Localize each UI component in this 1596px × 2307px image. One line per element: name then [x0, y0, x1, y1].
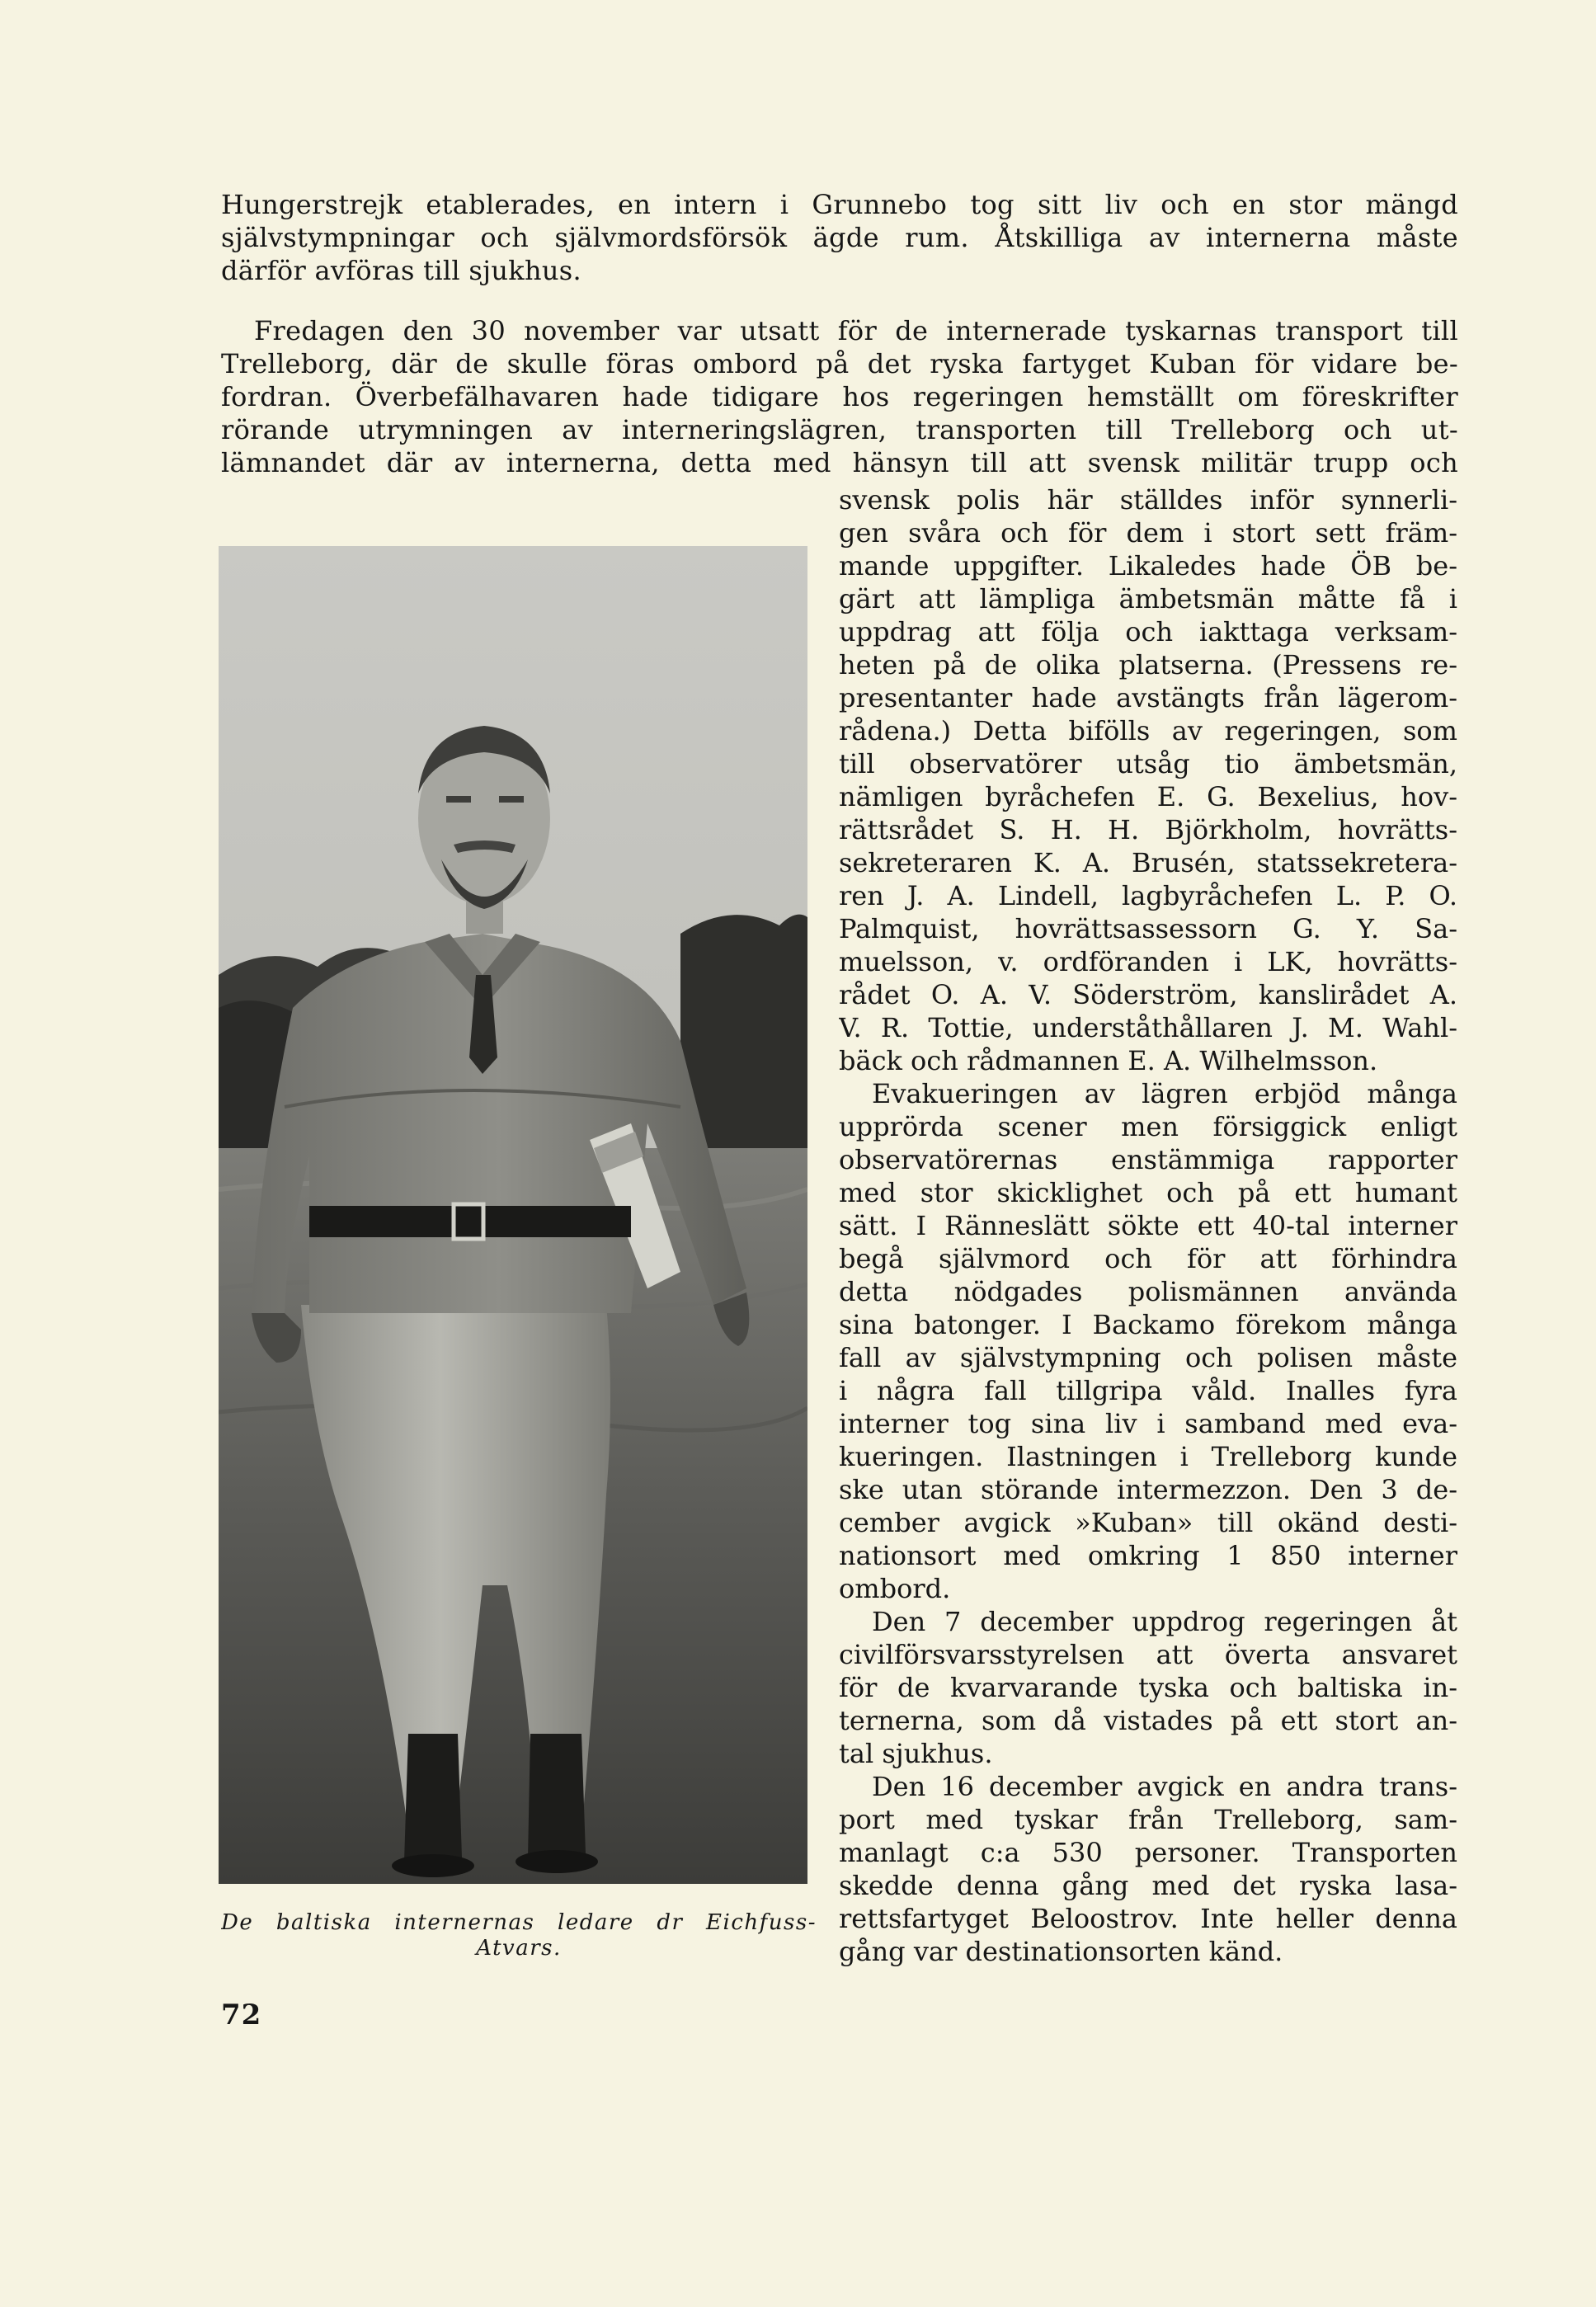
right-column-line: nämligen byråchefen E. G. Bexelius, hov- — [839, 781, 1457, 812]
right-column-line: till observatörer utsåg tio ämbetsmän, — [839, 748, 1457, 779]
right-column-line: rådena.) Detta bifölls av regeringen, som — [839, 715, 1457, 746]
portrait-photo-illustration — [219, 546, 807, 1884]
paragraph-2-line: Trelleborg, där de skulle föras ombord på det ryska fartyget Kuban för vidare be- — [221, 348, 1458, 379]
right-column-line: sekreteraren K. A. Brusén, statssekretera- — [839, 847, 1457, 878]
right-column-line: detta nödgades polismännen använda — [839, 1276, 1457, 1307]
right-column-line: bäck och rådmannen E. A. Wilhelmsson. — [839, 1045, 1378, 1076]
right-column-line: presentanter hade avstängts från lägerom- — [839, 682, 1457, 713]
right-column-line: begå självmord och för att förhindra — [839, 1243, 1457, 1274]
paragraph-1-line: därför avföras till sjukhus. — [221, 255, 581, 286]
right-column-line: Den 7 december uppdrog regeringen åt — [872, 1606, 1457, 1637]
photo-caption — [221, 1910, 817, 1961]
right-column-line: med stor skicklighet och på ett humant — [839, 1177, 1457, 1208]
right-column-line: sätt. I Ränneslätt sökte ett 40-tal interner — [839, 1210, 1457, 1241]
right-column-line: för de kvarvarande tyska och baltiska in- — [839, 1672, 1457, 1703]
right-column-line: observatörernas enstämmiga rapporter — [839, 1144, 1457, 1175]
right-column-line: mande uppgifter. Likaledes hade ÖB be- — [839, 550, 1457, 581]
right-column-line: port med tyskar från Trelleborg, sam- — [839, 1804, 1457, 1835]
right-column-line: interner tog sina liv i samband med eva- — [839, 1408, 1457, 1439]
right-column-line: fall av självstympning och polisen måste — [839, 1342, 1457, 1373]
right-column-line: ren J. A. Lindell, lagbyråchefen L. P. O. — [839, 880, 1457, 911]
right-column-line: civilförsvarsstyrelsen att överta ansvaret — [839, 1639, 1457, 1670]
right-column-line: gen svåra och för dem i stort sett främ- — [839, 517, 1457, 549]
right-column-line: gärt att lämpliga ämbetsmän måtte få i — [839, 583, 1457, 614]
paragraph-1 — [221, 188, 1458, 287]
paragraph-2-line: Fredagen den 30 november var utsatt för de internerade tyskarnas transport till — [254, 315, 1458, 346]
portrait-photo — [219, 546, 807, 1884]
right-column-text — [839, 483, 1457, 1968]
right-column-line: kueringen. Ilastningen i Trelleborg kunde — [839, 1441, 1457, 1472]
photo-caption-line: De baltiska internernas ledare dr Eichfuss- — [221, 1910, 817, 1935]
photo-caption-line: Atvars. — [476, 1936, 562, 1961]
page-number: 72 — [221, 1999, 262, 2032]
right-column-line: i några fall tillgripa våld. Inalles fyra — [839, 1375, 1457, 1406]
paragraph-1-line: Hungerstrejk etablerades, en intern i Grunnebo tog sitt liv och en stor mängd — [221, 189, 1458, 220]
paragraph-2-line: lämnandet där av internerna, detta med hänsyn till att svensk militär trupp och — [221, 447, 1458, 478]
right-column-line: svensk polis här ställdes inför synnerli- — [839, 484, 1457, 516]
right-column-line: rättsrådet S. H. H. Björkholm, hovrätts- — [839, 814, 1457, 845]
right-column-line: Palmquist, hovrättsassessorn G. Y. Sa- — [839, 913, 1457, 944]
right-column-line: heten på de olika platserna. (Pressens re- — [839, 649, 1457, 680]
right-column-line: rettsfartyget Beloostrov. Inte heller denna — [839, 1903, 1457, 1934]
right-column-line: muelsson, v. ordföranden i LK, hovrätts- — [839, 946, 1457, 977]
right-column-line: upprörda scener men försiggick enligt — [839, 1111, 1457, 1142]
right-column-line: Den 16 december avgick en andra trans- — [872, 1771, 1457, 1802]
paragraph-2-line: rörande utrymningen av interneringslägren, transporten till Trelleborg och ut- — [221, 414, 1458, 445]
right-column-line: gång var destinationsorten känd. — [839, 1936, 1283, 1967]
right-column-line: nationsort med omkring 1 850 interner — [839, 1540, 1457, 1571]
paragraph-2-line: fordran. Överbefälhavaren hade tidigare hos regeringen hemställt om föreskrifter — [221, 381, 1458, 412]
right-column-line: manlagt c:a 530 personer. Transporten — [839, 1837, 1457, 1868]
right-column-line: tal sjukhus. — [839, 1738, 993, 1769]
paragraph-1-line: självstympningar och självmordsförsök ägde rum. Åtskilliga av internerna måste — [221, 222, 1458, 253]
right-column-line: Evakueringen av lägren erbjöd många — [872, 1078, 1457, 1109]
right-column-line: ternerna, som då vistades på ett stort an- — [839, 1705, 1457, 1736]
right-column-line: sina batonger. I Backamo förekom många — [839, 1309, 1457, 1340]
right-column-line: skedde denna gång med det ryska lasa- — [839, 1870, 1457, 1901]
right-column-line: cember avgick »Kuban» till okänd desti- — [839, 1507, 1457, 1538]
right-column-line: ske utan störande intermezzon. Den 3 de- — [839, 1474, 1457, 1505]
right-column-line: rådet O. A. V. Söderström, kanslirådet A. — [839, 979, 1457, 1010]
right-column-line: V. R. Tottie, underståthållaren J. M. Wahl- — [839, 1012, 1457, 1043]
right-column-line: ombord. — [839, 1573, 951, 1604]
paragraph-2 — [221, 314, 1458, 479]
right-column-line: uppdrag att följa och iakttaga verksam- — [839, 616, 1457, 647]
